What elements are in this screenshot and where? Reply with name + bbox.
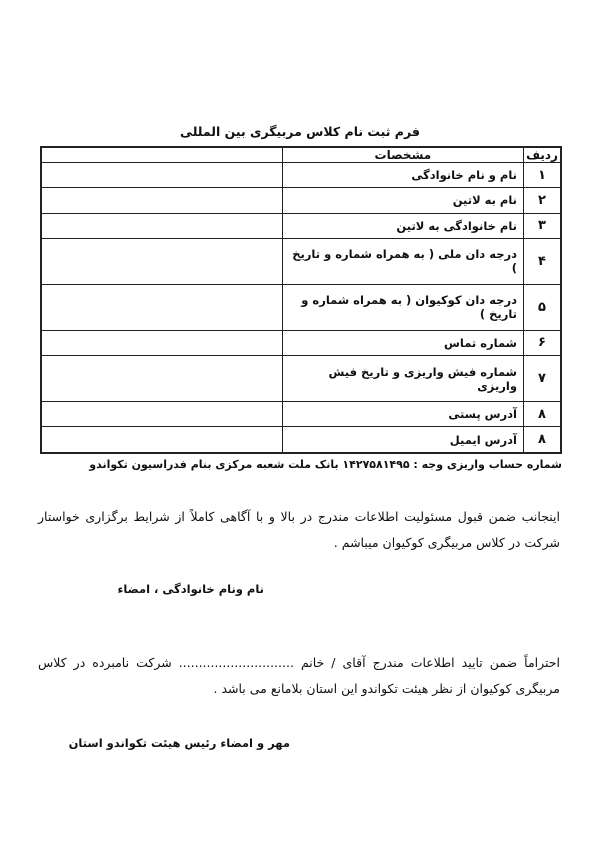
row-index: ۲ — [524, 188, 562, 213]
table-row — [41, 402, 561, 427]
header-index: ردیف — [524, 147, 562, 163]
row-fill-cell[interactable] — [41, 330, 282, 355]
declaration-paragraph: اینجانب ضمن قبول مسئولیت اطلاعات مندرج در بالا و با آگاهی کاملاً از شرایط برگزاری خواستار شرکت در کلاس مربیگری کوکیوان میباشم . — [38, 509, 560, 550]
header-fill — [41, 147, 282, 163]
row-fill-cell[interactable] — [41, 213, 282, 238]
table-row — [41, 427, 561, 453]
row-label: نام و نام خانوادگی — [282, 163, 523, 188]
table-row — [41, 188, 561, 213]
row-fill-cell[interactable] — [41, 163, 282, 188]
registration-table — [40, 146, 562, 454]
row-fill-cell[interactable] — [41, 356, 282, 402]
row-fill-cell[interactable] — [41, 188, 282, 213]
row-fill-cell[interactable] — [41, 238, 282, 284]
row-label: آدرس ایمیل — [282, 427, 523, 453]
row-index: ۸ — [524, 402, 562, 427]
table-row — [41, 330, 561, 355]
row-index: ۱ — [524, 163, 562, 188]
row-fill-cell[interactable] — [41, 427, 282, 453]
row-label: درجه دان کوکیوان ( به همراه شماره و تاریخ ) — [282, 284, 523, 330]
confirmation-paragraph: احتراماً ضمن تایید اطلاعات مندرج آقای / خانم ............................. شرکت نامبرده در کلاس مربیگری کوکیوان از نظر هیئت تکواندو این استان بلامانع می باشد . — [38, 655, 560, 696]
row-index: ۳ — [524, 213, 562, 238]
row-index: ۵ — [524, 284, 562, 330]
table-row — [41, 356, 561, 402]
header-spec: مشخصات — [282, 147, 523, 163]
row-index: ۴ — [524, 238, 562, 284]
row-index: ۸ — [524, 427, 562, 453]
row-label: نام خانوادگی به لاتین — [282, 213, 523, 238]
row-label: نام به لاتین — [282, 188, 523, 213]
row-fill-cell[interactable] — [41, 284, 282, 330]
row-fill-cell[interactable] — [41, 402, 282, 427]
row-label: شماره تماس — [282, 330, 523, 355]
row-index: ۶ — [524, 330, 562, 355]
row-label: شماره فیش واریزی و تاریخ فیش واریزی — [282, 356, 523, 402]
table-row — [41, 213, 561, 238]
form-title: فرم ثبت نام کلاس مربیگری بین المللی — [180, 124, 420, 139]
table-row — [41, 284, 561, 330]
row-label: درجه دان ملی ( به همراه شماره و تاریخ ) — [282, 238, 523, 284]
table-header-row — [41, 147, 561, 163]
row-index: ۷ — [524, 356, 562, 402]
president-signature-label: مهر و امضاء رئیس هیئت تکواندو استان — [68, 736, 290, 750]
row-label: آدرس پستی — [282, 402, 523, 427]
table-row — [41, 163, 561, 188]
bank-account-line: شماره حساب واریزی وجه : ۱۴۲۷۵۸۱۴۹۵ بانک ملت شعبه مرکزی بنام فدراسیون تکواندو — [89, 458, 562, 471]
applicant-signature-label: نام ونام خانوادگی ، امضاء — [117, 582, 264, 596]
table-row — [41, 238, 561, 284]
